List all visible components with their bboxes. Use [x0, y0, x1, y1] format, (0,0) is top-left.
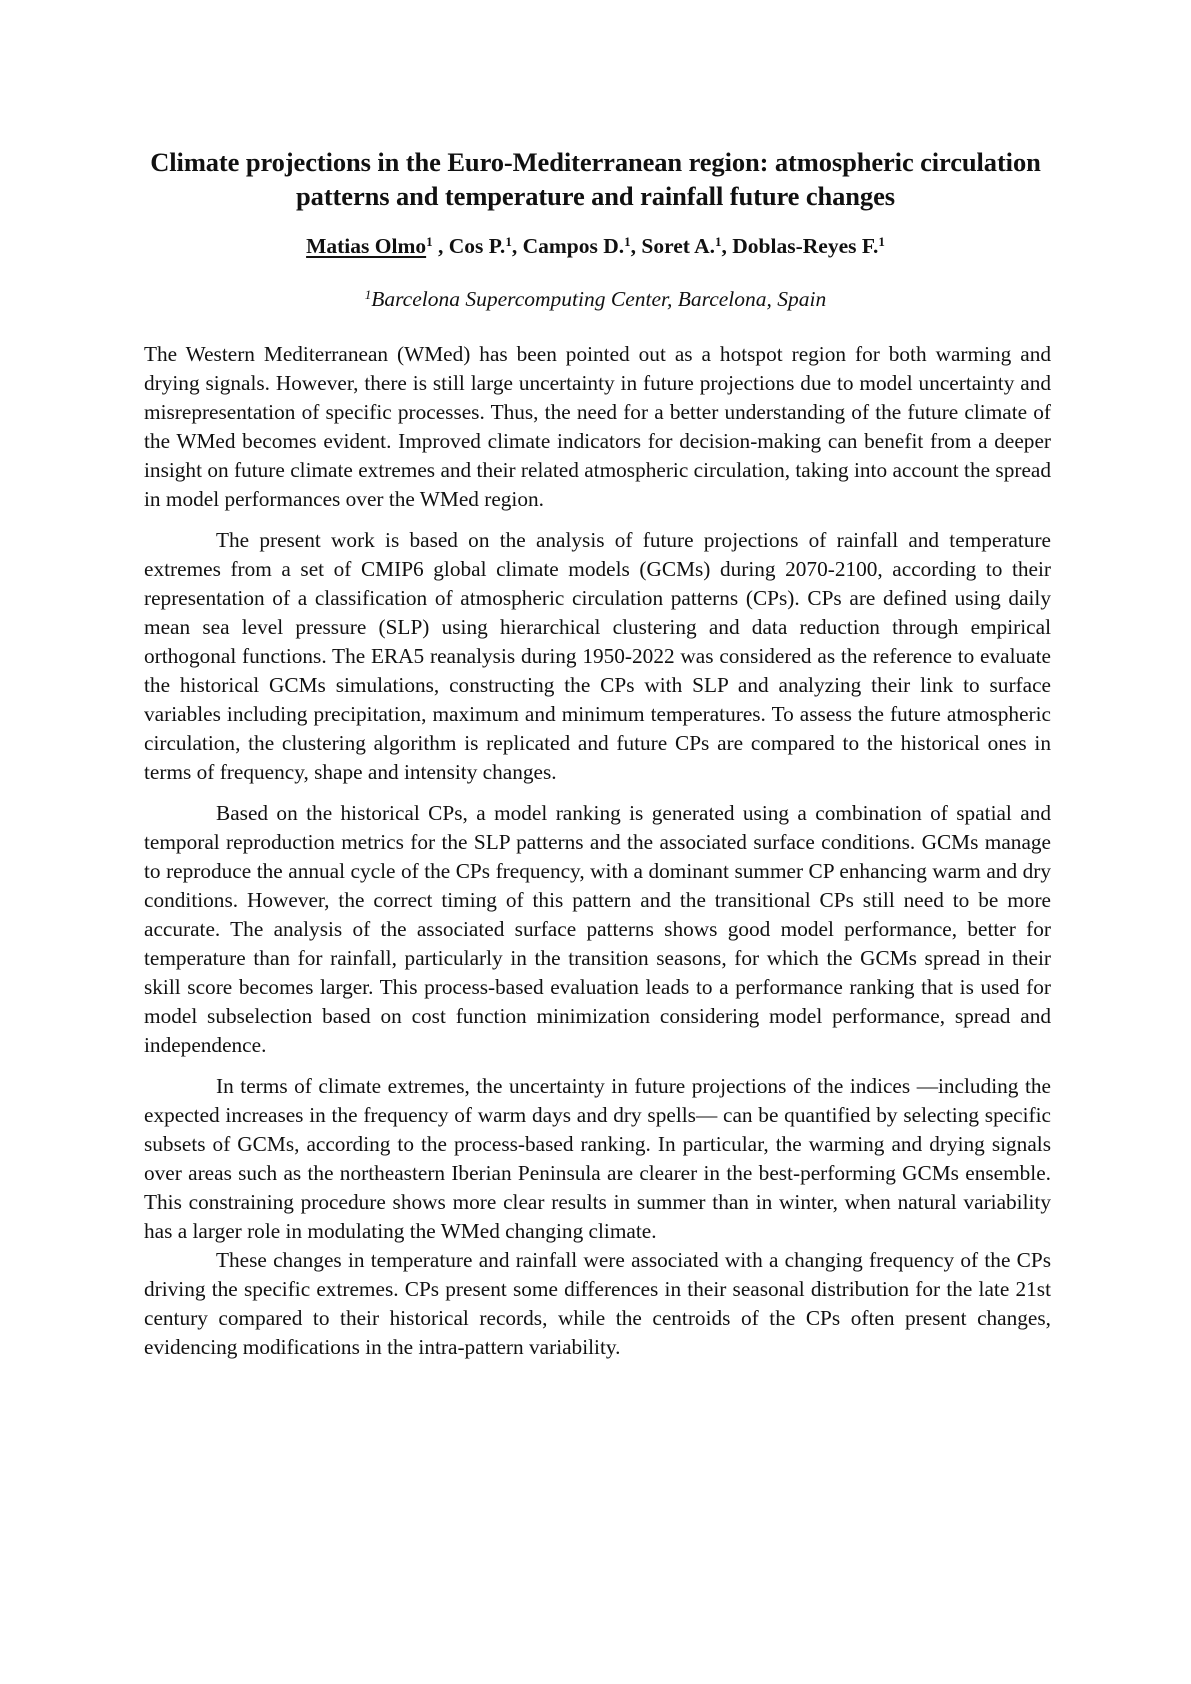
- author-affiliation-mark: 1: [624, 234, 631, 249]
- author-affiliation-mark: 1: [878, 234, 885, 249]
- paragraph: Based on the historical CPs, a model ranking is generated using a combination of spatial and temporal reproduction metrics for the SLP patterns and the associated surface conditions. GCMs manage to reproduce the annual cycle of the CPs frequency, with a dominant summer CP enhancing warm and dry conditions. However, the correct timing of this pattern and the transitional CPs still need to be more accurate. The analysis of the associated surface patterns shows good model performance, better for temperature than for rainfall, particularly in the transition seasons, for which the GCMs spread in their skill score becomes larger. This process-based evaluation leads to a performance ranking that is used for model subselection based on cost function minimization considering model performance, spread and independence.: [144, 801, 1051, 1057]
- author-affiliation-mark: 1: [715, 234, 722, 249]
- author-separator: ,: [432, 234, 449, 258]
- paragraph: The Western Mediterranean (WMed) has been pointed out as a hotspot region for both warming and drying signals. However, there is still large uncertainty in future projections due to model uncertainty and misrepresentation of specific processes. Thus, the need for a better understanding of the future climate of the WMed becomes evident. Improved climate indicators for decision-making can benefit from a deeper insight on future climate extremes and their related atmospheric circulation, taking into account the spread in model performances over the WMed region.: [144, 342, 1051, 511]
- author-separator: ,: [721, 234, 733, 258]
- author-name: Campos D.: [522, 234, 625, 258]
- paragraph: The present work is based on the analysis of future projections of rainfall and temperature extremes from a set of CMIP6 global climate models (GCMs) during 2070-2100, according to their representation of a classification of atmospheric circulation patterns (CPs). CPs are defined using daily mean sea level pressure (SLP) using hierarchical clustering and data reduction through empirical orthogonal functions. The ERA5 reanalysis during 1950-2022 was considered as the reference to evaluate the historical GCMs simulations, constructing the CPs with SLP and analyzing their link to surface variables including precipitation, maximum and minimum temperatures. To assess the future atmospheric circulation, the clustering algorithm is replicated and future CPs are compared to the historical ones in terms of frequency, shape and intensity changes.: [144, 528, 1051, 784]
- author-affiliation-mark: 1: [426, 234, 433, 249]
- author-separator: ,: [511, 234, 523, 258]
- paragraph: These changes in temperature and rainfall were associated with a changing frequency of the CPs driving the specific extremes. CPs present some differences in their seasonal distribution for the late 21st century compared to their historical records, while the centroids of the CPs often present changes, evidencing modifications in the intra-pattern variability.: [144, 1248, 1051, 1359]
- author-name: Soret A.: [641, 234, 716, 258]
- author-list: [140, 232, 1051, 260]
- abstract-body: [144, 340, 1051, 1362]
- paper-title: Climate projections in the Euro-Mediterranean region: atmospheric circulation patterns and temperature and rainfall future changes: [150, 147, 1041, 211]
- author-name: Doblas-Reyes F.: [732, 234, 879, 258]
- affiliation: [140, 285, 1051, 313]
- affiliation-text: Barcelona Supercomputing Center, Barcelona, Spain: [371, 287, 827, 311]
- author-name: Cos P.: [448, 234, 506, 258]
- author-separator: ,: [630, 234, 642, 258]
- affiliation-mark: 1: [364, 287, 372, 302]
- author-affiliation-mark: 1: [505, 234, 512, 249]
- author-presenter: Matias Olmo: [306, 234, 427, 258]
- paragraph: In terms of climate extremes, the uncertainty in future projections of the indices —including the expected increases in the frequency of warm days and dry spells— can be quantified by selecting specific subsets of GCMs, according to the process-based ranking. In particular, the warming and drying signals over areas such as the northeastern Iberian Peninsula are clearer in the best-performing GCMs ensemble. This constraining procedure shows more clear results in summer than in winter, when natural variability has a larger role in modulating the WMed changing climate.: [144, 1074, 1051, 1243]
